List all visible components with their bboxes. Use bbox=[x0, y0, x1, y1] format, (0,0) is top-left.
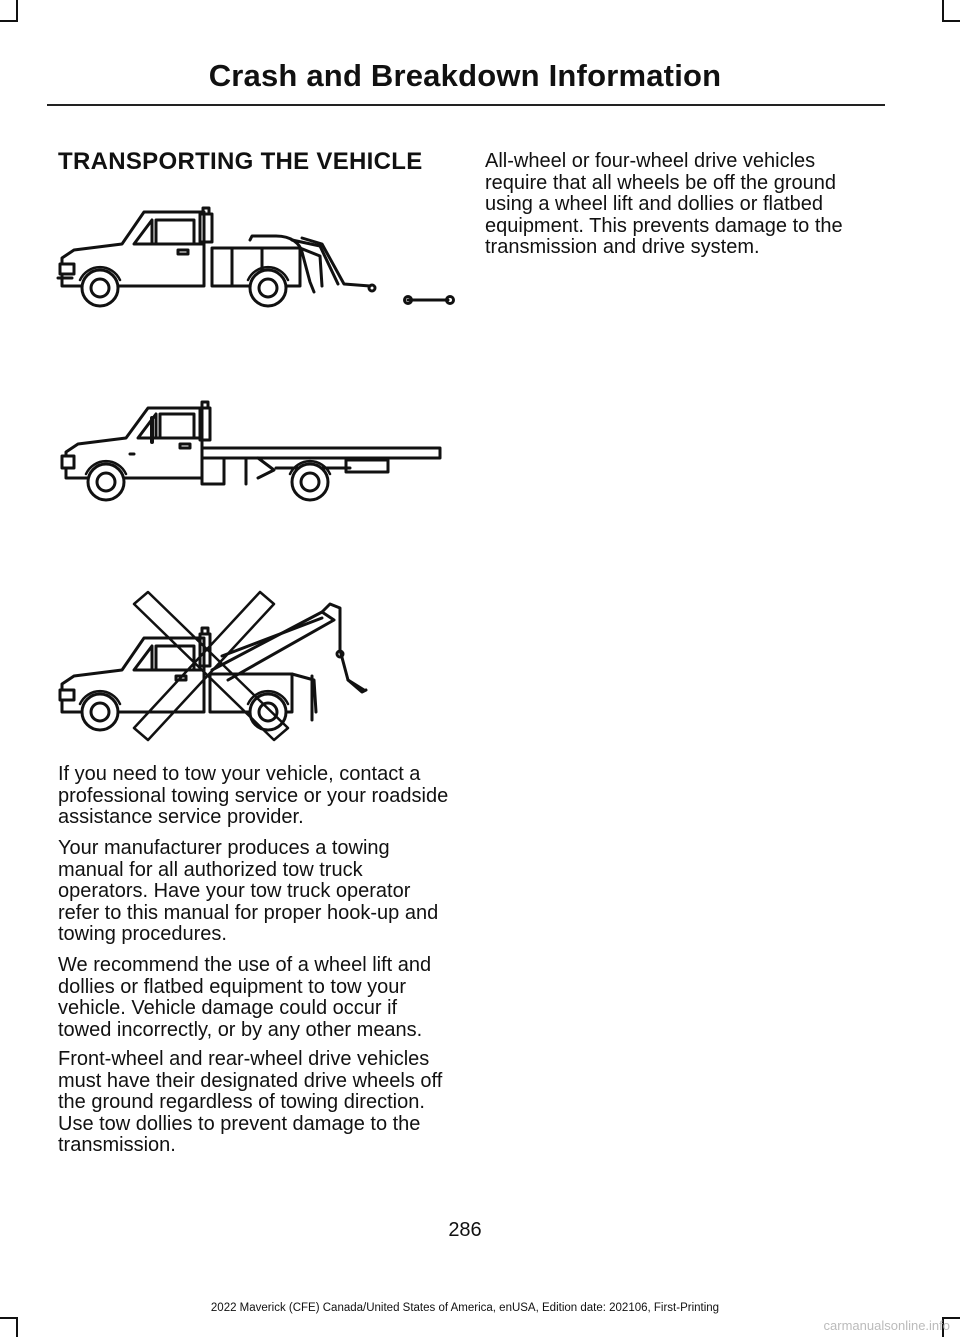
paragraph-awd-4wd-towing: All-wheel or four-wheel drive vehicles require that all wheels be off the ground using a wheel lift and dollies or flatbed equipment. This prevents damage to the transmission and drive system. bbox=[485, 150, 843, 258]
watermark: carmanualsonline.info bbox=[823, 1318, 950, 1333]
page-number: 286 bbox=[448, 1219, 482, 1241]
paragraph-wheel-lift-recommendation: We recommend the use of a wheel lift and dollies or flatbed equipment to tow your vehicle. Vehicle damage could occur if towed incorrectly, or by any other means. bbox=[58, 954, 432, 1041]
section-heading: TRANSPORTING THE VEHICLE bbox=[58, 148, 423, 175]
crop-mark bbox=[16, 0, 18, 20]
crop-mark bbox=[0, 1317, 18, 1319]
paragraph-drive-wheels-off-ground: Front-wheel and rear-wheel drive vehicles must have their designated drive wheels off the ground regardless of towing direction. Use tow dollies to prevent damage to the transmission. bbox=[58, 1048, 443, 1156]
paragraph-contact-towing-service: If you need to tow your vehicle, contact a professional towing service or your roadside assistance service provider. bbox=[58, 763, 449, 828]
crop-mark bbox=[0, 20, 18, 22]
flatbed-tow-truck-illustration bbox=[52, 398, 462, 508]
page-header-title: Crash and Breakdown Information bbox=[208, 58, 722, 93]
sling-tow-truck-prohibited-illustration bbox=[52, 590, 462, 740]
crop-mark bbox=[942, 20, 960, 22]
paragraph-towing-manual: Your manufacturer produces a towing manual for all authorized tow truck operators. Have your tow truck operator refer to this manual for proper hook-up and towing procedures. bbox=[58, 837, 439, 945]
crop-mark bbox=[942, 0, 944, 20]
wheel-lift-tow-truck-illustration bbox=[52, 200, 462, 320]
header-divider bbox=[47, 104, 885, 106]
edition-footer: 2022 Maverick (CFE) Canada/United States of America, enUSA, Edition date: 202106, First-Printing bbox=[210, 1302, 720, 1314]
crop-mark bbox=[16, 1317, 18, 1337]
